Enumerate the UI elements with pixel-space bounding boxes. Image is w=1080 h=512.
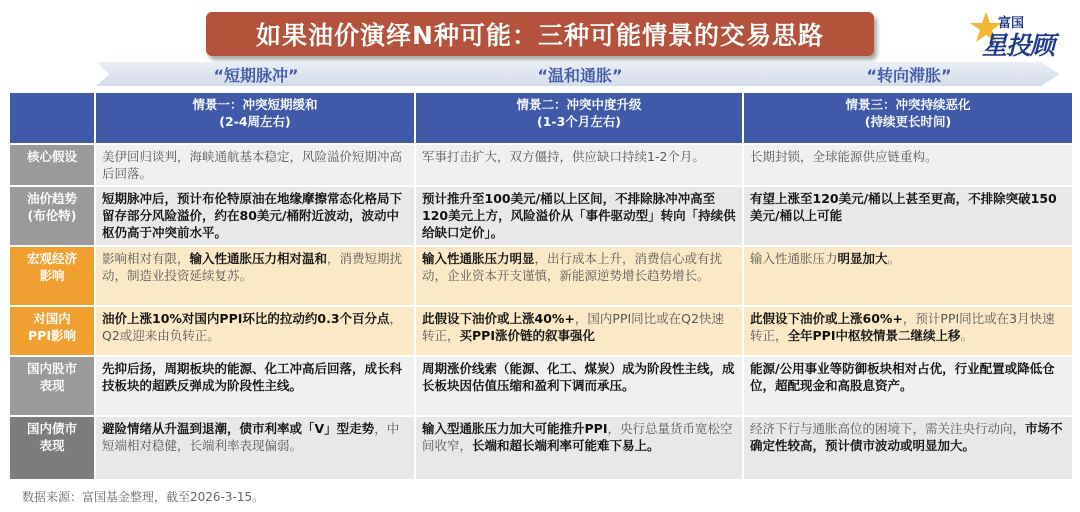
row-label-sub: 表现: [39, 378, 65, 393]
cell-text-bold: 市场不确定性较高，预计债市波动或明显加大。: [750, 421, 1063, 453]
cell-text: ，国内PPI同比或在Q2快速转正，: [422, 311, 724, 343]
row-label: [10, 307, 96, 357]
brand-logo: [968, 8, 1068, 58]
row-label-text: 国内债市: [26, 421, 77, 436]
table-header-row: [10, 93, 1074, 145]
table-cell: [416, 247, 744, 307]
table-cell: [96, 357, 416, 417]
table-cell: [744, 307, 1074, 357]
scenario-title: 情景二：冲突中度升级: [516, 97, 642, 112]
table-cell: [744, 417, 1074, 481]
scenario-duration: (1-3个月左右): [536, 114, 621, 129]
cell-text: 长期封锁，全球能源供应链重构。: [750, 149, 938, 164]
table-cell: [96, 417, 416, 481]
scenario-duration: (2-4周左右): [219, 114, 291, 129]
cell-text: 输入性通胀压力: [750, 251, 838, 266]
cell-text-bold: 能源/公用事业等防御板块相对占优，行业配置或降低仓位，超配现金和高股息资产。: [750, 361, 1055, 393]
cell-text-bold: 避险情绪从升温到退潮，债市利率或「V」型走势: [102, 421, 375, 436]
table-cell: [744, 357, 1074, 417]
cell-text-bold: 买PPI涨价链的叙事强化: [459, 328, 595, 343]
cell-text: 军事打击扩大，双方僵持，供应缺口持续1-2个月。: [422, 149, 705, 164]
row-label-text: 油价趋势: [26, 191, 77, 206]
cell-text-bold: 短期脉冲后，预计布伦特原油在地缘摩擦常态化格局下留存部分风险溢价，约在80美元/桶附近波动，波动中枢仍高于冲突前水平。: [102, 191, 403, 240]
scenario-header-2: [416, 93, 744, 145]
cell-text-bold: 输入性通胀压力明显: [422, 251, 535, 266]
row-label: [10, 357, 96, 417]
cell-text-bold: 此假设下油价或上涨40%+: [422, 311, 575, 326]
page-title: 如果油价演绎N种可能：三种可能情景的交易思路: [206, 12, 874, 56]
cell-text: 美伊回归谈判，海峡通航基本稳定，风险溢价短期冲高后回落。: [102, 149, 403, 181]
table-cell: [744, 187, 1074, 247]
row-label-text: 宏观经济: [26, 251, 77, 266]
table-cell: [416, 417, 744, 481]
scenario-duration: (持续更长时间): [864, 114, 952, 129]
row-label-text: 核心假设: [26, 149, 77, 164]
cell-text-bold: 输入型通胀压力加大可能推升PPI: [422, 421, 608, 436]
row-label: [10, 247, 96, 307]
cell-text-bold: 此假设下油价或上涨60%+: [750, 311, 903, 326]
cell-text-bold: 长端和超长端利率可能难下易上。: [472, 438, 660, 453]
table-row-stock-market: [10, 357, 1074, 417]
table-cell: [96, 307, 416, 357]
cell-text-bold: 先抑后扬，周期板块的能源、化工冲高后回落，成长科技板块的超跌反弹成为阶段性主线。: [102, 361, 403, 393]
table-row-bond-market: [10, 417, 1074, 481]
table-row-macro: [10, 247, 1074, 307]
cell-text: 。: [887, 251, 901, 266]
scenario-header-1: [96, 93, 416, 145]
cell-text: ，出行成本上升，消费信心或有扰动，企业资本开支谨慎，新能源逆势增长趋势增长。: [422, 251, 723, 283]
table-corner: [10, 93, 96, 145]
cell-text-bold: 有望上涨至120美元/桶以上甚至更高，不排除突破150美元/桶以上可能: [750, 191, 1057, 223]
scenario-tag-3: “转向滞胀”: [866, 65, 952, 85]
table-cell: [416, 357, 744, 417]
cell-text: ，央行总量货币宽松空间收窄，: [422, 421, 733, 453]
row-label: [10, 417, 96, 481]
cell-text-bold: 油价上涨10%对国内PPI环比的拉动约0.3个百分点: [102, 311, 390, 326]
cell-text: 。: [960, 328, 974, 343]
source-note: 数据来源：富国基金整理，截至2026-3-15。: [22, 490, 265, 504]
cell-text: 经济下行与通胀高位的困境下，需关注央行动向，: [750, 421, 1026, 436]
row-label-sub: 影响: [39, 268, 65, 283]
table-cell: [744, 145, 1074, 187]
cell-text-bold: 周期涨价线索（能源、化工、煤炭）成为阶段性主线，成长板块因估值压缩和盈利下调而承压。: [422, 361, 735, 393]
table-row-ppi: [10, 307, 1074, 357]
brand-name-small: 富国: [998, 16, 1025, 31]
row-label: [10, 145, 96, 187]
cell-text-bold: 预计推升至100美元/桶以上区间，不排除脉冲冲高至120美元上方，风险溢价从「事件驱动型」转向「持续供给缺口定价」。: [422, 191, 736, 240]
cell-text: 影响相对有限，: [102, 251, 190, 266]
scenario-title: 情景三：冲突持续恶化: [845, 97, 971, 112]
scenario-title: 情景一：冲突短期缓和: [192, 97, 318, 112]
row-label-text: 对国内: [33, 311, 71, 326]
table-cell: [96, 145, 416, 187]
table-cell: [96, 247, 416, 307]
cell-text: ，预计PPI同比或在3月快速转正，: [750, 311, 1055, 343]
table-cell: [416, 145, 744, 187]
cell-text-bold: 输入性通胀压力相对温和: [189, 251, 328, 266]
brand-name-big: 星投顾: [982, 31, 1055, 60]
cell-text: ，中短端相对稳健，长端利率表现偏弱。: [102, 421, 400, 453]
table-row-core-assumption: [10, 145, 1074, 187]
scenario-header-3: [744, 93, 1074, 145]
scenario-tag-2: “温和通胀”: [537, 65, 623, 85]
cell-text-bold: 明显加大: [837, 251, 888, 266]
scenario-tag-1: “短期脉冲”: [213, 65, 299, 85]
row-label-sub: (布伦特): [27, 208, 77, 223]
table-cell: [744, 247, 1074, 307]
table-cell: [96, 187, 416, 247]
scenario-table: [10, 93, 1074, 481]
cell-text: ，消费短期扰动，制造业投资延续复苏。: [102, 251, 403, 283]
table-cell: [416, 307, 744, 357]
cell-text-bold: 全年PPI中枢较情景二继续上移: [787, 328, 961, 343]
row-label-sub: 表现: [39, 438, 65, 453]
table-cell: [416, 187, 744, 247]
row-label-sub: PPI影响: [28, 328, 76, 343]
row-label-text: 国内股市: [26, 361, 77, 376]
cell-text: ，Q2或迎来由负转正。: [102, 311, 403, 343]
table-row-oil-trend: [10, 187, 1074, 247]
row-label: [10, 187, 96, 247]
